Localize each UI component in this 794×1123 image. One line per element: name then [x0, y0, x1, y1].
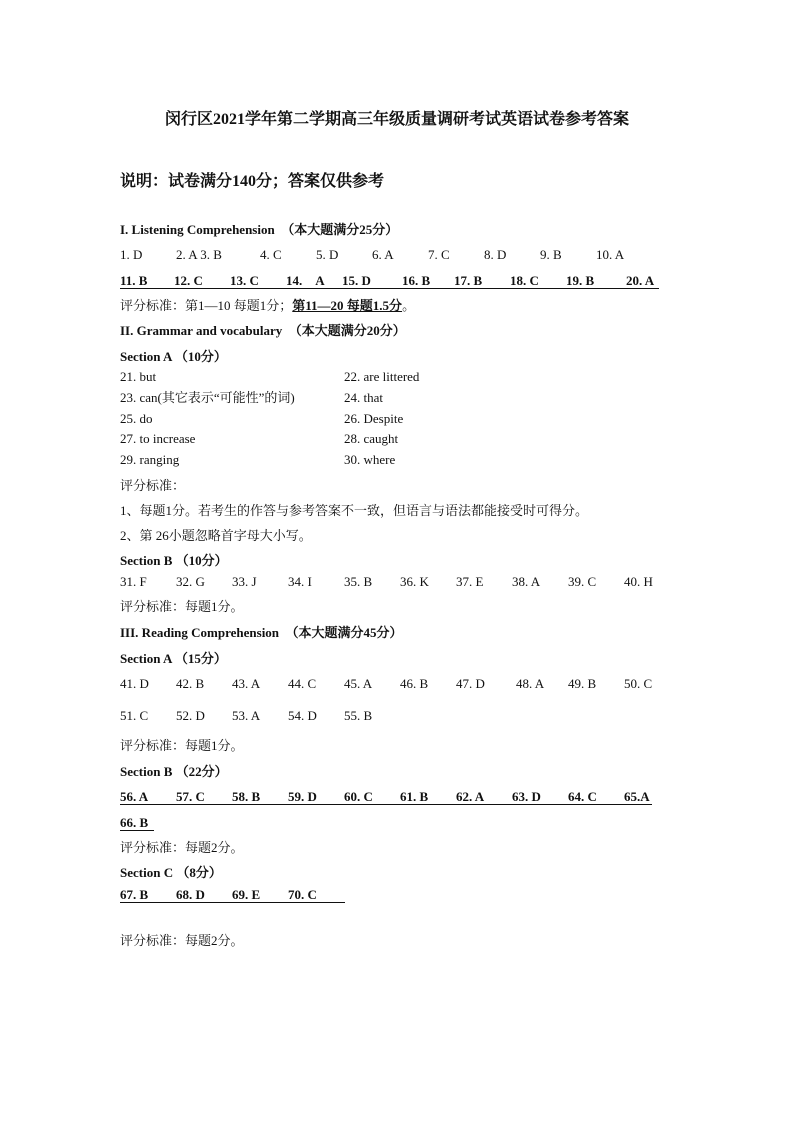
reading-section-a-heading: Section A （15分） [120, 651, 227, 666]
answer-item: 61. B [400, 789, 429, 804]
answer-item: 34. I [288, 574, 312, 589]
grammar-scoring-title: 评分标准： [120, 478, 186, 493]
answer-item: 49. B [568, 676, 597, 691]
answer-item: 13. C [230, 273, 259, 288]
document-title: 闵行区2021学年第二学期高三年级质量调研考试英语试卷参考答案 [164, 111, 629, 128]
answer-item: 46. B [400, 676, 429, 691]
answer-item: 47. D [456, 676, 485, 691]
answer-item: 40. H [624, 574, 653, 589]
answer-item: 18. C [510, 273, 539, 288]
answer-item: 31. F [120, 574, 147, 589]
reading-a-scoring: 评分标准：每题1分。 [120, 738, 244, 753]
answer-item: 44. C [288, 676, 317, 691]
answer-item: 4. C [260, 247, 282, 262]
grammar-scoring-rule-1: 1、每题1分。若考生的作答与参考答案不一致，但语言与语法都能接受时可得分。 [120, 503, 589, 518]
grammar-answer: 27. to increase [120, 431, 196, 446]
answer-item: 32. G [176, 574, 205, 589]
grammar-answer: 26. Despite [344, 411, 404, 426]
answer-item: 56. A [120, 789, 149, 804]
grammar-section-b-heading: Section B （10分） [120, 553, 228, 568]
answer-item: 15. D [342, 273, 371, 288]
underline-rule [120, 804, 652, 805]
answer-item: 5. D [316, 247, 339, 262]
reading-heading: III. Reading Comprehension （本大题满分45分） [120, 625, 403, 640]
grammar-scoring-rule-2: 2、第 26小题忽略首字母大小写。 [120, 528, 312, 543]
vocabulary-scoring: 评分标准：每题1分。 [120, 599, 244, 614]
answer-item: 41. D [120, 676, 149, 691]
underline-rule [120, 288, 659, 289]
answer-item: 1. D [120, 247, 143, 262]
reading-section-c-heading: Section C （8分） [120, 865, 222, 880]
answer-item: 67. B [120, 887, 149, 902]
answer-item: 58. B [232, 789, 261, 804]
listening-heading: I. Listening Comprehension （本大题满分25分） [120, 222, 399, 237]
answer-item: 62. A [456, 789, 485, 804]
reading-section-b-heading: Section B （22分） [120, 764, 228, 779]
answer-item: 59. D [288, 789, 317, 804]
answer-item: 16. B [402, 273, 431, 288]
underline-rule [120, 830, 154, 831]
answer-item: 51. C [120, 708, 149, 723]
answer-item: 55. B [344, 708, 373, 723]
answer-item: 60. C [344, 789, 373, 804]
answer-item: 36. K [400, 574, 429, 589]
grammar-answer: 25. do [120, 411, 153, 426]
answer-item: 33. J [232, 574, 257, 589]
answer-item: 66. B [120, 815, 149, 830]
answer-item: 53. A [232, 708, 261, 723]
answer-item: 37. E [456, 574, 484, 589]
grammar-answer: 22. are littered [344, 369, 420, 384]
answer-item: 57. C [176, 789, 205, 804]
exam-note: 说明：试卷满分140分；答案仅供参考 [120, 173, 385, 190]
answer-item: 8. D [484, 247, 507, 262]
answer-item: 17. B [454, 273, 483, 288]
answer-item: 38. A [512, 574, 541, 589]
answer-item: 64. C [568, 789, 597, 804]
answer-item: 19. B [566, 273, 595, 288]
answer-item: 6. A [372, 247, 394, 262]
answer-item: 65.A [624, 789, 650, 804]
answer-item: 70. C [288, 887, 317, 902]
answer-item: 54. D [288, 708, 317, 723]
reading-b-scoring: 评分标准：每题2分。 [120, 840, 244, 855]
grammar-answer: 29. ranging [120, 452, 180, 467]
answer-item: 2. A 3. B [176, 247, 222, 262]
answer-item: 11. B [120, 273, 148, 288]
answer-item: 50. C [624, 676, 653, 691]
answer-item: 35. B [344, 574, 373, 589]
grammar-answer: 24. that [344, 390, 383, 405]
grammar-answer: 30. where [344, 452, 396, 467]
answer-item: 52. D [176, 708, 205, 723]
underline-rule [120, 902, 345, 903]
answer-item: 69. E [232, 887, 261, 902]
grammar-section-a-heading: Section A （10分） [120, 349, 227, 364]
answer-item: 9. B [540, 247, 562, 262]
answer-item: 12. C [174, 273, 203, 288]
scoring-text-emphasis: 第11—20 每题1.5分 [292, 298, 403, 313]
answer-item: 39. C [568, 574, 597, 589]
answer-item: 10. A [596, 247, 625, 262]
answer-item: 42. B [176, 676, 205, 691]
answer-item: 14. A [286, 273, 325, 288]
grammar-answer: 21. but [120, 369, 157, 384]
answer-item: 43. A [232, 676, 261, 691]
answer-item: 45. A [344, 676, 373, 691]
answer-item: 63. D [512, 789, 541, 804]
grammar-heading: II. Grammar and vocabulary （本大题满分20分） [120, 323, 406, 338]
listening-scoring [120, 297, 415, 315]
answer-item: 7. C [428, 247, 450, 262]
scoring-text: 评分标准：第1—10 每题1分； [120, 298, 293, 313]
reading-c-scoring: 评分标准：每题2分。 [120, 933, 244, 948]
grammar-answer: 28. caught [344, 431, 399, 446]
grammar-answer: 23. can(其它表示“可能性”的词) [120, 390, 295, 405]
answer-item: 48. A [516, 676, 545, 691]
answer-item: 20. A [626, 273, 655, 288]
answer-item: 68. D [176, 887, 205, 902]
scoring-text: 。 [402, 298, 416, 313]
